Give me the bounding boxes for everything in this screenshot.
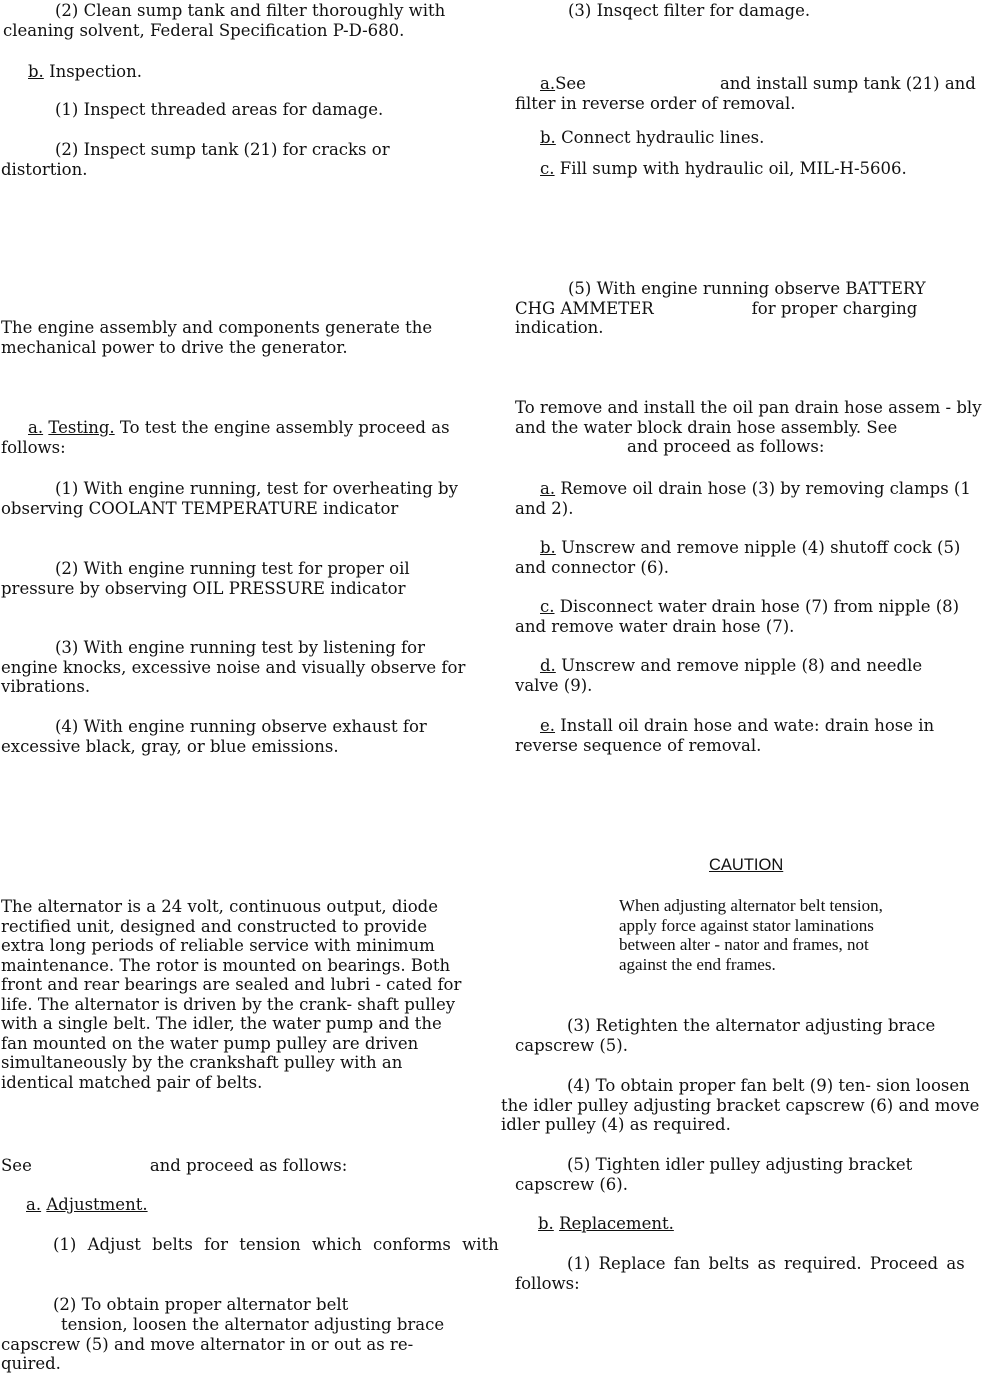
see-text-b: and proceed as follows: [149,1156,348,1175]
drain-c-letter: c. [540,597,555,616]
alternator-description: The alternator is a 24 volt, continuous output, diode rectified unit, designed and constructed to provide extra long periods of reliable service with minimum maintenance. The rotor is mounted on bearings. Both front and rear bearings are sealed and lubri - cated for life. The alternator is driven by the crank- shaft pulley with a single belt. The idler, the water pump and the fan mounted on the water pump pulley are driven simultaneously by the crankshaft pulley with an identical matched pair of belts. [1,897,462,1092]
replace-step-1: (1) Replace fan belts as required. Proceed as follows: [515,1254,965,1293]
test-step-1: (1) With engine running, test for overheating by observing COOLANT TEMPERATURE indicator [1,479,458,518]
test-step-3: (3) With engine running test by listening for engine knocks, excessive noise and visually observe for vibrations. [1,638,466,696]
adjust-step-3: (3) Retighten the alternator adjusting brace capscrew (5). [515,1016,936,1055]
fill-step-c [540,159,980,179]
drain-step-e [515,716,985,755]
testing-letter: a. [28,418,44,437]
caution-title: CAUTION [709,856,784,874]
connect-text: Connect hydraulic lines. [561,128,765,147]
inspect-step-2: (2) Inspect sump tank (21) for cracks or distortion. [1,140,390,179]
install-step-a [515,74,990,113]
test-step-4: (4) With engine running observe exhaust for excessive black, gray, or blue emissions. [1,717,427,756]
install-letter: a. [540,74,556,93]
drain-d-text: Unscrew and remove nipple (8) and needle valve (9). [515,656,923,695]
testing-title: Testing. [48,418,115,437]
see-text-a: See [1,1156,32,1175]
inspect-step-3: (3) Insqect filter for damage. [568,1,811,20]
adjust-step-5: (5) Tighten idler pulley adjusting bracket capscrew (6). [515,1155,913,1194]
adjustment-title: Adjustment. [46,1195,148,1214]
caution-text: When adjusting alternator belt tension, apply force against stator laminations between alter - nator and frames, not against the end frames. [619,896,883,974]
inspect-step-1: (1) Inspect threaded areas for damage. [55,100,384,119]
adjustment-heading [26,1195,326,1215]
adjust-step-2a: (2) To obtain proper alternator belt [53,1295,349,1314]
connect-letter: b. [540,128,556,147]
install-text-a: See [555,74,586,93]
replacement-title: Replacement. [559,1214,674,1233]
battery-text: for proper charging [751,298,918,318]
adjustment-letter: a. [26,1195,42,1214]
drain-c-text: Disconnect water drain hose (7) from nipple (8) and remove water drain hose (7). [515,597,960,636]
testing-paragraph [1,418,477,457]
engine-intro: The engine assembly and components generate the mechanical power to drive the generator. [1,318,433,357]
install-text-b: and install sump tank (21) and filter in reverse order of removal. [515,74,976,113]
clean-step-2: (2) Clean sump tank and filter thoroughly with cleaning solvent, Federal Specification P-D-680. [3,1,446,40]
drain-intro-a: To remove and install the oil pan drain hose assem - bly and the water block drain hose assembly. See [515,398,982,437]
inspection-title: Inspection. [49,62,142,81]
drain-a-text: Remove oil drain hose (3) by removing clamps (1 and 2). [515,479,971,518]
drain-step-a [515,479,990,518]
drain-b-text: Unscrew and remove nipple (4) shutoff cock (5) and connector (6). [515,538,961,577]
drain-e-text: Install oil drain hose and wate: drain hose in reverse sequence of removal. [515,716,935,755]
drain-step-b [515,538,975,577]
inspection-letter: b. [28,62,44,81]
adjust-step-1: (1) Adjust belts for tension which conforms with [53,1235,499,1254]
replacement-letter: b. [538,1214,554,1233]
replacement-heading [538,1214,838,1234]
drain-d-letter: d. [540,656,556,675]
battery-step-5 [515,279,990,338]
test-step-2: (2) With engine running test for proper oil pressure by observing OIL PRESSURE indicator [1,559,410,598]
see-paragraph [1,1156,481,1176]
fill-text: Fill sump with hydraulic oil, MIL-H-5606. [559,159,907,178]
battery-line-1: (5) With engine running observe BATTERY [568,279,926,298]
drain-intro-b: and proceed as follows: [627,437,825,456]
drain-intro [515,398,985,457]
drain-b-letter: b. [540,538,556,557]
battery-indication: indication. [515,318,604,337]
drain-step-d [515,656,965,695]
testing-text: To test the engine assembly proceed as follows: [1,418,450,457]
adjust-step-4: (4) To obtain proper fan belt (9) ten- sion loosen the idler pulley adjusting bracket capscrew (6) and move idler pulley (4) as required. [501,1076,980,1134]
adjust-step-2b: tension, loosen the alternator adjusting brace capscrew (5) and move alternator in or out as re- quired. [1,1315,445,1373]
drain-step-c [515,597,995,636]
drain-e-letter: e. [540,716,556,735]
drain-a-letter: a. [540,479,556,498]
connect-step-b [540,128,960,148]
inspection-heading [28,62,328,82]
battery-ammeter: CHG AMMETER [515,298,654,318]
fill-letter: c. [540,159,555,178]
